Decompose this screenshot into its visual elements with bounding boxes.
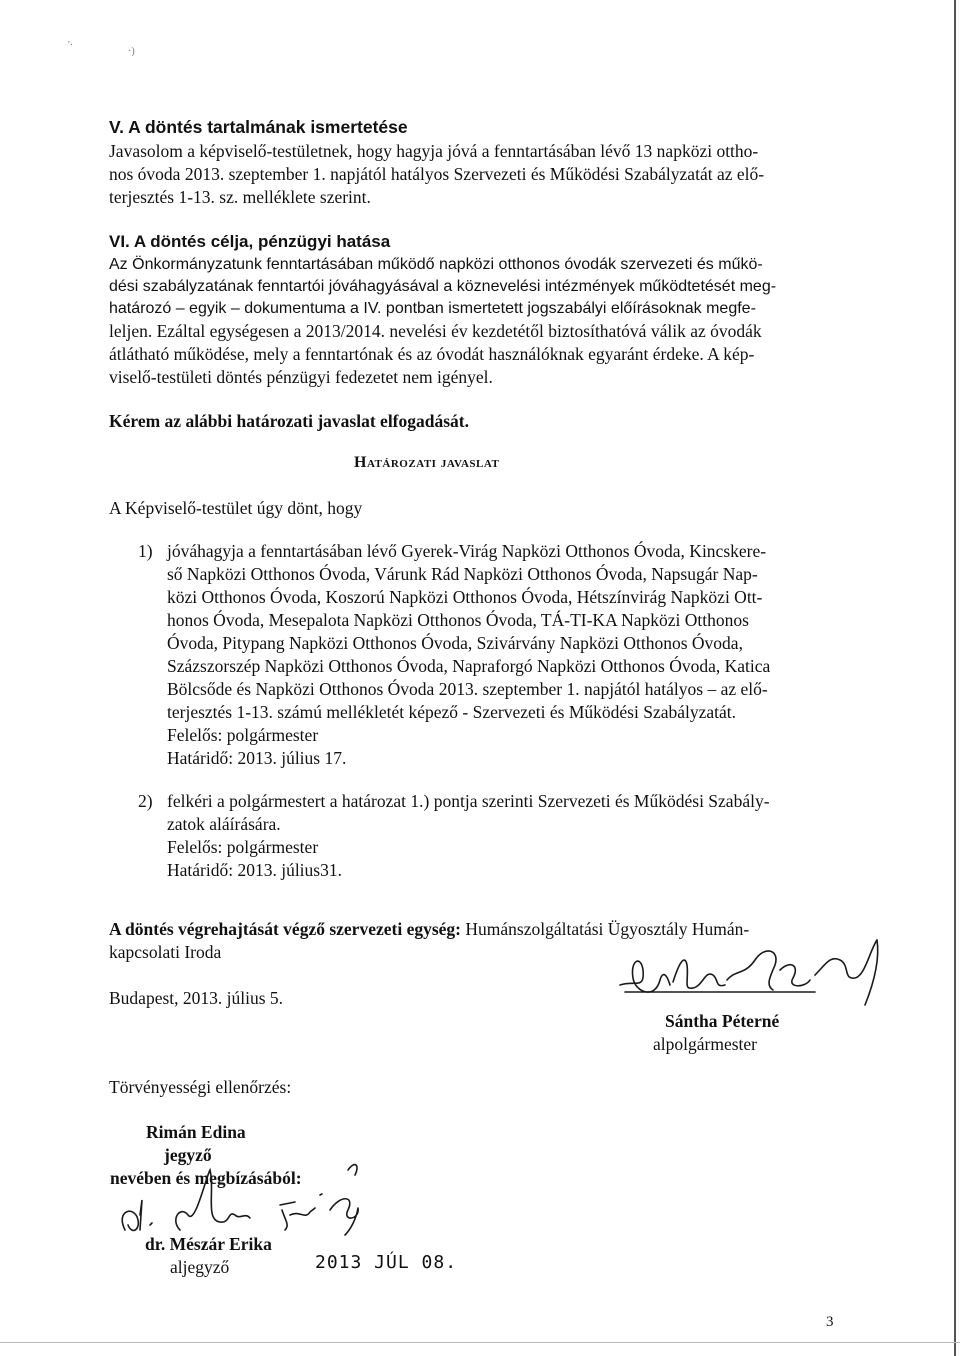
proposal-intro: A Képviselő-testület úgy dönt, hogy bbox=[109, 498, 363, 518]
scan-bottom-line bbox=[0, 1342, 960, 1343]
item1-line: honos Óvoda, Mesepalota Napközi Otthonos Óvoda, TÁ-TI-KA Napközi Otthonos bbox=[167, 610, 749, 630]
section5-heading: V. A döntés tartalmának ismertetése bbox=[109, 117, 408, 137]
place-date: Budapest, 2013. július 5. bbox=[109, 988, 284, 1008]
signer1-name: Sántha Péterné bbox=[665, 1011, 780, 1031]
deputy-title: aljegyző bbox=[170, 1257, 230, 1277]
item1-deadline: Határidő: 2013. július 17. bbox=[167, 748, 347, 768]
section6-line: Az Önkormányzatunk fenntartásában működő napközi otthonos óvodák szervezeti és műkö- bbox=[109, 256, 763, 273]
signer1-title: alpolgármester bbox=[653, 1034, 757, 1054]
section5-line: nos óvoda 2013. szeptember 1. napjától hatályos Szervezeti és Működési Szabályzatát az elő- bbox=[109, 164, 765, 184]
item1-line: közi Otthonos Óvoda, Koszorú Napközi Otthonos Óvoda, Hétszínvirág Napközi Ott- bbox=[167, 587, 763, 607]
deputy-name: dr. Mészár Erika bbox=[145, 1234, 272, 1254]
scan-mark: '· bbox=[68, 40, 74, 51]
item1-line: Óvoda, Pitypang Napközi Otthonos Óvoda, Szivárvány Napközi Otthonos Óvoda, bbox=[167, 633, 743, 653]
received-stamp-date: 2013 JÚL 08. bbox=[315, 1252, 458, 1273]
page-number: 3 bbox=[826, 1314, 834, 1330]
section6-heading: VI. A döntés célja, pénzügyi hatása bbox=[109, 232, 391, 251]
signer2-name: Rimán Edina bbox=[146, 1122, 246, 1142]
item1-line: Bölcsőde és Napközi Otthonos Óvoda 2013. szeptember 1. napjától hatályos – az elő- bbox=[167, 679, 768, 699]
item1-line: ső Napközi Otthonos Óvoda, Várunk Rád Napközi Otthonos Óvoda, Napsugár Nap- bbox=[167, 564, 758, 584]
signer2-on-behalf: nevében és megbízásából: bbox=[110, 1168, 302, 1188]
section5-line: terjesztés 1-13. sz. melléklete szerint. bbox=[109, 187, 371, 207]
item1-number: 1) bbox=[138, 541, 153, 561]
scan-border bbox=[954, 0, 956, 1356]
item2-deadline: Határidő: 2013. július31. bbox=[167, 860, 342, 880]
signature-santha bbox=[615, 930, 895, 1020]
section6-line: dési szabályzatának fenntartói jóváhagyásával a köznevelési intézmények működtetését meg- bbox=[109, 278, 777, 295]
executor-value: Humánszolgáltatási Ügyosztály Humán- bbox=[461, 919, 750, 939]
section6-line: leljen. Ezáltal egységesen a 2013/2014. nevelési év kezdetétől biztosíthatóvá válik az óvodák bbox=[109, 321, 762, 341]
request-line: Kérem az alábbi határozati javaslat elfogadását. bbox=[109, 411, 470, 431]
item2-line: zatok aláírására. bbox=[167, 814, 281, 834]
proposal-title: Határozati javaslat bbox=[354, 454, 500, 471]
section6-line: átlátható működése, mely a fenntartónak és az óvodát használóknak egyaránt érdeke. A kép- bbox=[109, 344, 755, 364]
signer2-title: jegyző bbox=[164, 1145, 212, 1165]
item1-line: terjesztés 1-13. számú mellékletét képező - Szervezeti és Működési Szabályzatát. bbox=[167, 702, 737, 722]
signature-meszar bbox=[110, 1150, 370, 1240]
section5-line: Javasolom a képviselő-testületnek, hogy hagyja jóvá a fenntartásában lévő 13 napközi ottho- bbox=[109, 141, 759, 161]
item2-line: felkéri a polgármestert a határozat 1.) pontja szerinti Szervezeti és Működési Szabály- bbox=[167, 791, 770, 811]
executor-value-cont: kapcsolati Iroda bbox=[109, 942, 222, 962]
section6-line: határozó – egyik – dokumentuma a IV. pontban ismertetett jogszabályi előírásoknak megfe- bbox=[109, 300, 756, 317]
section6-line: viselő-testületi döntés pénzügyi fedezetet nem igényel. bbox=[109, 367, 493, 387]
item2-responsible: Felelős: polgármester bbox=[167, 837, 319, 857]
scan-mark: ·) bbox=[128, 46, 135, 57]
item2-number: 2) bbox=[138, 791, 153, 811]
executor-label: A döntés végrehajtását végző szervezeti egység: bbox=[109, 919, 461, 939]
item1-responsible: Felelős: polgármester bbox=[167, 725, 319, 745]
legality-label: Törvényességi ellenőrzés: bbox=[109, 1077, 292, 1097]
item1-line: Százszorszép Napközi Otthonos Óvoda, Napraforgó Napközi Otthonos Óvoda, Katica bbox=[167, 656, 771, 676]
item1-line: jóváhagyja a fenntartásában lévő Gyerek-Virág Napközi Otthonos Óvoda, Kincskere- bbox=[167, 541, 767, 561]
